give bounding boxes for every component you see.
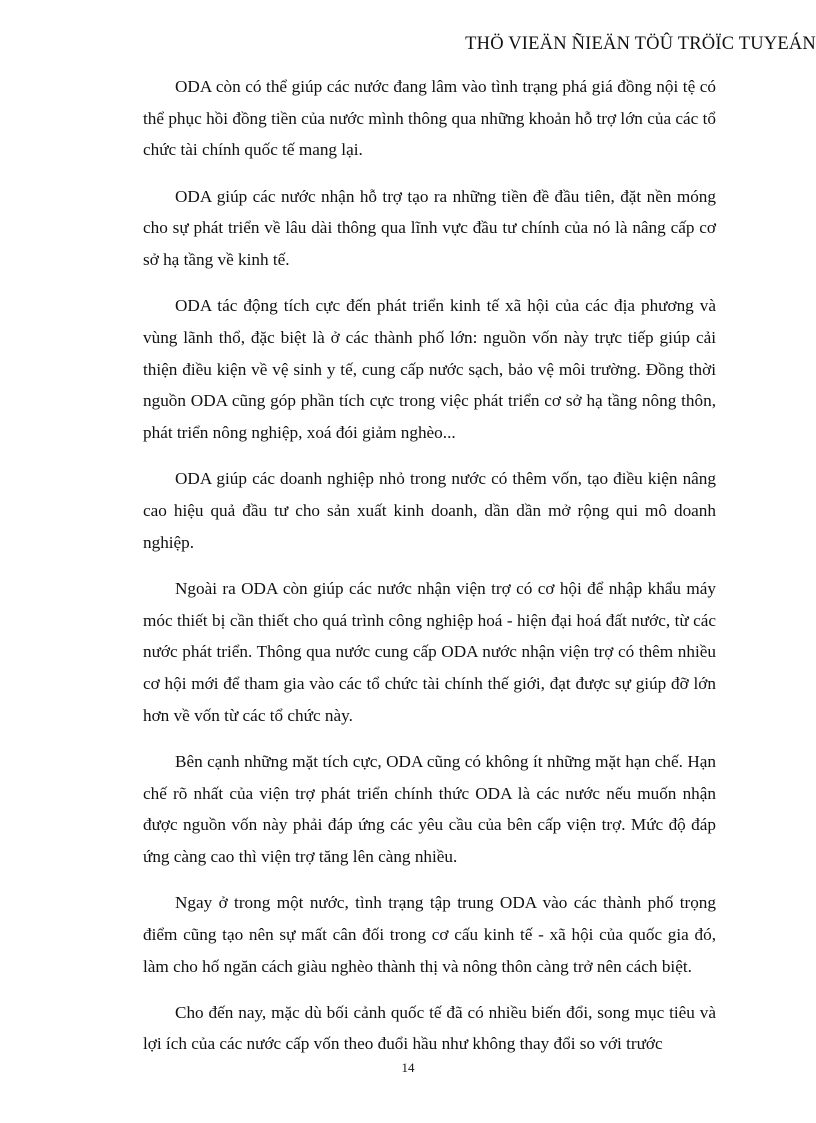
paragraph: Ngoài ra ODA còn giúp các nước nhận viện trợ có cơ hội để nhập khẩu máy móc thiết bị cần thiết cho quá trình công nghiệp hoá - hiện đại hoá đất nước, từ các nước phát triển. Thông qua nước cung cấp ODA nước nhận viện trợ có thêm nhiều cơ hội mới để tham gia vào các tổ chức tài chính thế giới, đạt được sự giúp đỡ lớn hơn về vốn từ các tổ chức này.	[143, 578, 716, 725]
paragraph: ODA giúp các doanh nghiệp nhỏ trong nước có thêm vốn, tạo điều kiện nâng cao hiệu quả đầu tư cho sản xuất kinh doanh, dần dần mở rộng qui mô doanh nghiệp.	[143, 469, 716, 552]
page-number: 14	[401, 1060, 415, 1075]
page-header: THÖ VIEÄN ÑIEÄN TÖÛ TRÖÏC TUYEÁN	[465, 34, 816, 54]
paragraph: Ngay ở trong một nước, tình trạng tập trung ODA vào các thành phố trọng điểm cũng tạo nên sự mất cân đối trong cơ cấu kinh tế - xã hội của quốc gia đó, làm cho hố ngăn cách giàu nghèo thành thị và nông thôn càng trở nên cách biệt.	[143, 893, 716, 976]
paragraph: Bên cạnh những mặt tích cực, ODA cũng có không ít những mặt hạn chế. Hạn chế rõ nhất của viện trợ phát triển chính thức ODA là các nước nếu muốn nhận được nguồn vốn này phải đáp ứng các yêu cầu của bên cấp viện trợ. Mức độ đáp ứng càng cao thì viện trợ tăng lên càng nhiều.	[143, 751, 716, 866]
paragraph: ODA còn có thể giúp các nước đang lâm vào tình trạng phá giá đồng nội tệ có thể phục hồi đồng tiền của nước mình thông qua những khoản hỗ trợ lớn của các tổ chức tài chính quốc tế mang lại.	[143, 77, 716, 160]
paragraph: ODA giúp các nước nhận hỗ trợ tạo ra những tiền đề đầu tiên, đặt nền móng cho sự phát triển về lâu dài thông qua lĩnh vực đầu tư chính của nó là nâng cấp cơ sở hạ tầng về kinh tế.	[143, 186, 716, 270]
paragraph: Cho đến nay, mặc dù bối cảnh quốc tế đã có nhiều biến đổi, song mục tiêu và lợi ích của các nước cấp vốn theo đuổi hầu như không thay đổi so với trước	[143, 1002, 716, 1054]
document-body	[143, 71, 716, 1075]
paragraph: ODA tác động tích cực đến phát triển kinh tế xã hội của các địa phương và vùng lãnh thổ, đặc biệt là ở các thành phố lớn: nguồn vốn này trực tiếp giúp cải thiện điều kiện về vệ sinh y tế, cung cấp nước sạch, bảo vệ môi trường. Đồng thời nguồn ODA cũng góp phần tích cực trong việc phát triển cơ sở hạ tầng nông thôn, phát triển nông nghiệp, xoá đói giảm nghèo...	[143, 296, 716, 443]
